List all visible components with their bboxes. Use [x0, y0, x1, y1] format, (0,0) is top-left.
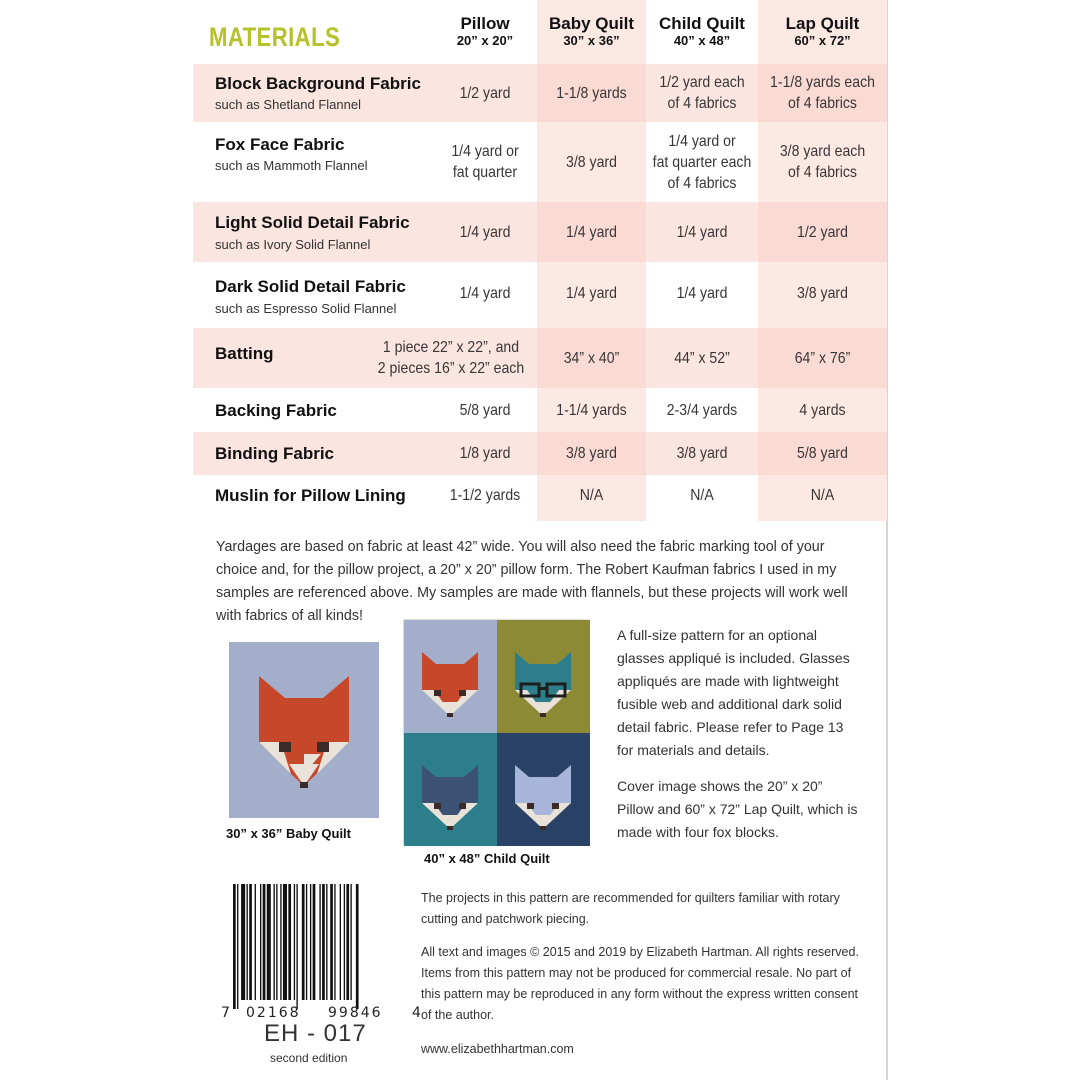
cell: 5/8 yard: [797, 445, 848, 462]
row-sub: such as Mammoth Flannel: [215, 158, 368, 173]
cell: 4 yards: [799, 401, 846, 419]
cell: 3/8 yard: [676, 445, 728, 462]
cell: 1/4 yard: [676, 284, 728, 302]
cell: 1-1/8 yards: [556, 84, 627, 102]
col-dim: 20” x 20”: [456, 33, 514, 48]
skill-note: The projects in this pattern are recommended for quilters familiar with rotary cutting and patchwork piecing.: [421, 891, 840, 926]
barcode-digits-right: 99846: [328, 1005, 383, 1021]
col-header-pillow: [425, 14, 545, 49]
row-label: Batting: [215, 344, 274, 363]
fox-block-grid-icon: [404, 620, 590, 846]
cell: 3/8 yard: [566, 445, 617, 462]
col-dim: 30” x 36”: [563, 33, 620, 48]
fox-icon: [229, 642, 379, 818]
cell: 3/8 yard: [797, 284, 848, 302]
cell: 3/8 yard: [566, 153, 617, 171]
col-name: Child Quilt: [659, 14, 745, 33]
cell: 1/2 yard: [797, 223, 848, 241]
cell: 44” x 52”: [674, 349, 730, 367]
fox-quilt-child-image: [403, 619, 589, 845]
cell: 1-1/4 yards: [556, 401, 627, 419]
cell: N/A: [810, 486, 835, 504]
edition-label: second edition: [270, 1051, 348, 1065]
cell: 1/4 yard: [459, 223, 511, 241]
row-label: Block Background Fabric: [215, 74, 421, 93]
cell: 1/4 yard: [676, 223, 728, 241]
row-label: Binding Fabric: [215, 444, 334, 463]
cell: 5/8 yard: [459, 401, 511, 419]
col-header-child-quilt: [643, 14, 761, 49]
row-label: Fox Face Fabric: [215, 135, 345, 154]
col-dim: 40” x 48”: [673, 33, 731, 48]
barcode-digit-last: 4: [412, 1005, 421, 1021]
cell: 1/8 yard: [459, 445, 511, 462]
cell: 1/2 yard each of 4 fabrics: [659, 74, 745, 112]
barcode: [229, 884, 409, 1024]
fox-quilt-baby-image: [229, 642, 379, 818]
col-header-lap-quilt: [758, 14, 887, 49]
barcode-icon: [229, 884, 409, 1009]
col-name: Lap Quilt: [785, 14, 860, 33]
cell: N/A: [579, 486, 604, 504]
cell: 3/8 yard each of 4 fabrics: [779, 143, 866, 181]
glasses-note: A full-size pattern for an optional glasses appliqué is included. Glasses appliqués are made with lightweight fusible web and additional dark solid detail fabric. Please refer to Page 13 for materials and details.: [617, 627, 850, 758]
cell: 1/4 yard: [566, 223, 617, 241]
website-link[interactable]: www.elizabethhartman.com: [421, 1042, 574, 1056]
cell: 1/4 yard: [459, 284, 511, 302]
row-sub: such as Ivory Solid Flannel: [215, 237, 371, 252]
row-label: Muslin for Pillow Lining: [215, 486, 406, 505]
row-label: Light Solid Detail Fabric: [215, 213, 410, 232]
cell: 64” x 76”: [794, 349, 851, 367]
cell: 1/2 yard: [459, 84, 511, 102]
copyright-notice: All text and images © 2015 and 2019 by Elizabeth Hartman. All rights reserved. Items from this pattern may not be produced for commercial resale. No part of this pattern may be reproduced in any form without the express written consent of the author.: [421, 945, 859, 1022]
cell: 1-1/8 yards each of 4 fabrics: [770, 74, 875, 112]
cover-note: Cover image shows the 20” x 20” Pillow and 60” x 72” Lap Quilt, which is made with four fox blocks.: [617, 778, 858, 840]
cell: 1 piece 22” x 22”, and 2 pieces 16” x 22” each: [377, 339, 525, 377]
row-label: Backing Fabric: [215, 401, 337, 420]
cell: 1/4 yard or fat quarter: [451, 143, 519, 181]
cell: 1-1/2 yards: [449, 486, 521, 504]
cell: 34” x 40”: [563, 349, 620, 367]
cell: 2-3/4 yards: [666, 401, 738, 419]
pattern-code: EH - 017: [264, 1020, 367, 1047]
row-sub: such as Espresso Solid Flannel: [215, 301, 397, 316]
col-name: Baby Quilt: [548, 14, 634, 33]
col-dim: 60” x 72”: [794, 33, 851, 48]
materials-table: [193, 0, 887, 522]
cell: 1/4 yard: [566, 284, 617, 302]
cell: N/A: [690, 486, 714, 504]
cell: 1/4 yard or fat quarter each of 4 fabrics: [652, 132, 752, 192]
baby-quilt-caption: 30” x 36” Baby Quilt: [226, 826, 351, 841]
col-header-baby-quilt: [537, 14, 646, 49]
row-sub: such as Shetland Flannel: [215, 97, 361, 112]
barcode-digits-left: 02168: [246, 1005, 301, 1021]
barcode-digit-first: 7: [221, 1005, 230, 1021]
materials-title: MATERIALS: [209, 22, 341, 52]
child-quilt-caption: 40” x 48” Child Quilt: [424, 851, 550, 866]
col-name: Pillow: [460, 14, 510, 33]
row-label: Dark Solid Detail Fabric: [215, 277, 406, 296]
yardage-note: Yardages are based on fabric at least 42” wide. You will also need the fabric marking tool of your choice and, for the pillow project, a 20” x 20” pillow form. The Robert Kaufman fabrics I used in my samples are referenced above. My samples are made with flannels, but these projects will work well with fabrics of all kinds!: [216, 539, 848, 624]
